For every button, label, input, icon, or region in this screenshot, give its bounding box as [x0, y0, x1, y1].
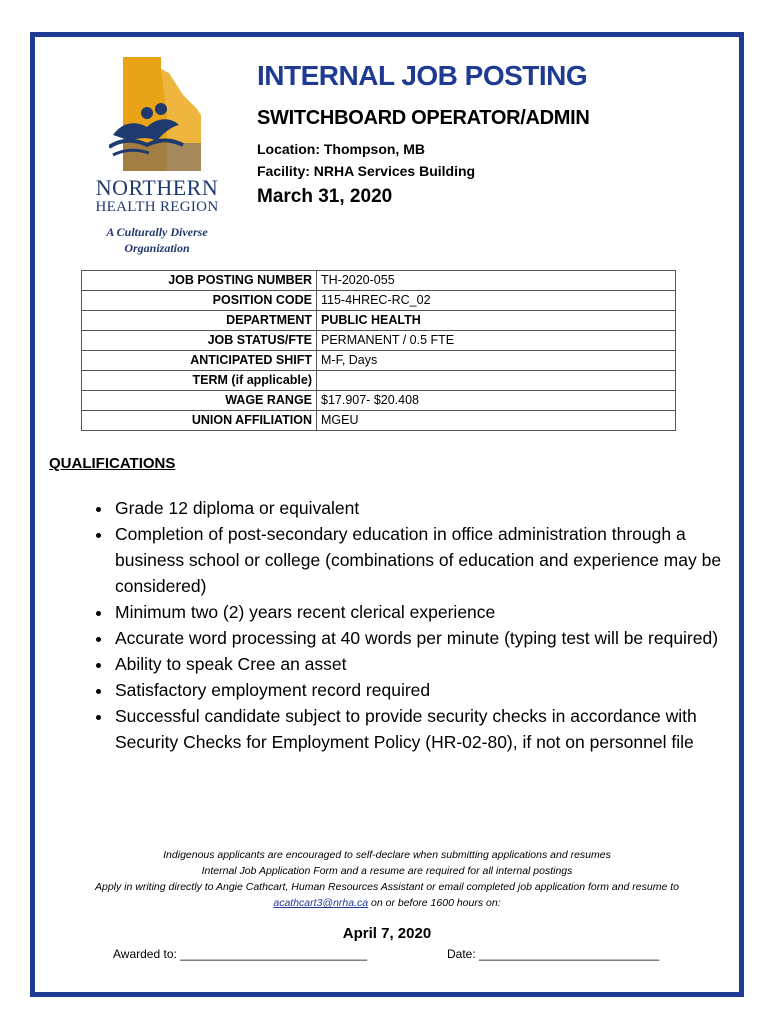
detail-value: 115-4HREC-RC_02	[317, 291, 676, 311]
awarded-to-field: Awarded to: ____________________________	[113, 947, 368, 961]
detail-value: M-F, Days	[317, 351, 676, 371]
posting-header	[257, 59, 717, 208]
location-block	[257, 138, 717, 182]
logo-tagline-line1: A Culturally Diverse	[106, 225, 208, 239]
list-item: • Ability to speak Cree an asset	[113, 651, 743, 677]
job-details-table	[81, 270, 676, 431]
table-row	[82, 391, 676, 411]
detail-label: UNION AFFILIATION	[82, 411, 317, 431]
note-line: Indigenous applicants are encouraged to self-declare when submitting applications and resumes	[163, 849, 611, 861]
detail-value: TH-2020-055	[317, 271, 676, 291]
logo-name: NORTHERN	[95, 175, 219, 200]
table-row	[82, 411, 676, 431]
list-item: • Completion of post-secondary education in office administration through a business school or college (combinations of education and experience may be considered)	[113, 521, 743, 599]
detail-label: TERM (if applicable)	[82, 371, 317, 391]
table-row	[82, 331, 676, 351]
logo-tagline-line2: Organization	[124, 241, 190, 255]
detail-label: DEPARTMENT	[82, 311, 317, 331]
note-line	[45, 895, 729, 911]
detail-label: JOB STATUS/FTE	[82, 331, 317, 351]
northern-health-logo	[77, 55, 237, 256]
list-item: • Successful candidate subject to provide security checks in accordance with Security Checks for Employment Policy (HR-02-80), if not on personnel file	[113, 703, 743, 755]
date-field: Date: ___________________________	[447, 947, 660, 961]
list-item: • Minimum two (2) years recent clerical experience	[113, 599, 743, 625]
table-row	[82, 371, 676, 391]
closing-date: April 7, 2020	[342, 925, 432, 942]
list-item: • Grade 12 diploma or equivalent	[113, 495, 743, 521]
location-text: Location: Thompson, MB	[257, 141, 425, 157]
table-row	[82, 271, 676, 291]
logo-tagline	[77, 224, 237, 256]
deadline-text: on or before 1600 hours on:	[368, 897, 501, 909]
detail-label: POSITION CODE	[82, 291, 317, 311]
table-row	[82, 311, 676, 331]
detail-label: ANTICIPATED SHIFT	[82, 351, 317, 371]
detail-label: JOB POSTING NUMBER	[82, 271, 317, 291]
table-row	[82, 351, 676, 371]
detail-value: PUBLIC HEALTH	[317, 311, 676, 331]
note-line: Apply in writing directly to Angie Cathcart, Human Resources Assistant or email completed job application form and resume to	[95, 881, 679, 893]
application-notes	[45, 847, 729, 911]
detail-value	[317, 371, 676, 391]
manitoba-map-icon	[109, 55, 205, 175]
email-link[interactable]: acathcart3@nrha.ca	[273, 897, 369, 909]
qualifications-list	[87, 495, 743, 755]
table-row	[82, 291, 676, 311]
document-frame	[30, 32, 744, 997]
detail-label: WAGE RANGE	[82, 391, 317, 411]
posting-date: March 31, 2020	[257, 186, 393, 207]
qualifications-heading: QUALIFICATIONS	[49, 455, 176, 472]
note-line: Internal Job Application Form and a resume are required for all internal postings	[201, 865, 573, 877]
logo-subname: HEALTH REGION	[95, 199, 219, 215]
list-item: • Accurate word processing at 40 words per minute (typing test will be required)	[113, 625, 743, 651]
position-title: SWITCHBOARD OPERATOR/ADMIN	[257, 107, 590, 129]
detail-value: MGEU	[317, 411, 676, 431]
page-title: INTERNAL JOB POSTING	[257, 60, 588, 91]
list-item: • Satisfactory employment record required	[113, 677, 743, 703]
detail-value: PERMANENT / 0.5 FTE	[317, 331, 676, 351]
facility-text: Facility: NRHA Services Building	[257, 163, 476, 179]
detail-value: $17.907- $20.408	[317, 391, 676, 411]
